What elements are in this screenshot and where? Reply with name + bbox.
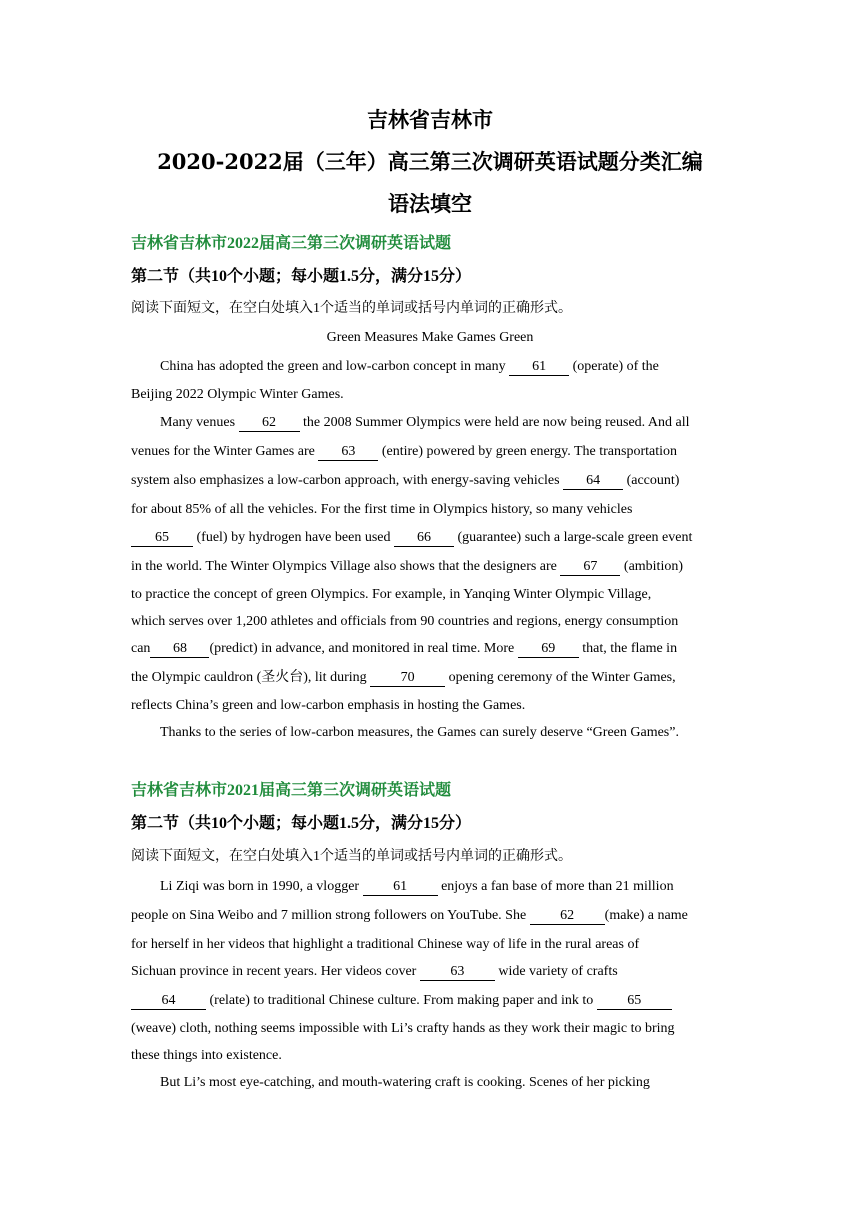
- blank-69[interactable]: 69: [518, 642, 579, 658]
- doc-title-topic: 语法填空: [388, 191, 472, 216]
- text-line: 65 (fuel) by hydrogen have been used 66 (guarantee) such a large-scale green event: [131, 531, 692, 547]
- section-heading-2021: 吉林省吉林市2021届高三第三次调研英语试题: [131, 782, 452, 799]
- text-line: to practice the concept of green Olympics. For example, in Yanqing Winter Olympic Village,: [131, 587, 652, 602]
- text-line: Many venues 62 the 2008 Summer Olympics were held are now being reused. And all: [160, 415, 690, 430]
- text-line: But Li’s most eye-catching, and mouth-watering craft is cooking. Scenes of her picking: [160, 1075, 650, 1090]
- text-line: can 68 (predict) in advance, and monitored in real time. More 69 that, the flame in: [131, 641, 678, 656]
- blank-70[interactable]: 70: [370, 671, 445, 687]
- text-line: people on Sina Weibo and 7 million strong followers on YouTube. She 62 (make) a name: [131, 908, 688, 923]
- blank-68[interactable]: 68: [150, 642, 209, 658]
- part-heading-2022: 第二节（共10个小题；每小题1.5分，满分15分）: [131, 268, 472, 285]
- text-line: for herself in her videos that highlight a traditional Chinese way of life in the rural areas of: [131, 937, 640, 952]
- section-heading-2022: 吉林省吉林市2022届高三第三次调研英语试题: [131, 235, 452, 252]
- text-line: these things into existence.: [131, 1048, 282, 1063]
- doc-title-main: 2020-2022届（三年）高三第三次调研英语试题分类汇编: [157, 149, 703, 174]
- blank-66[interactable]: 66: [394, 531, 454, 547]
- text-line: 64 (relate) to traditional Chinese culture. From making paper and ink to 65: [131, 994, 672, 1010]
- instruction-2021: 阅读下面短文，在空白处填入1个适当的单词或括号内单词的正确形式。: [131, 849, 572, 864]
- passage-title-2022: Green Measures Make Games Green: [326, 330, 534, 345]
- text-line: reflects China’s green and low-carbon emphasis in hosting the Games.: [131, 698, 526, 713]
- text-line: which serves over 1,200 athletes and officials from 90 countries and regions, energy consumption: [131, 614, 679, 629]
- blank-61[interactable]: 61: [509, 360, 569, 376]
- text-line: China has adopted the green and low-carbon concept in many 61 (operate) of the: [160, 359, 659, 374]
- blank-64[interactable]: 64: [131, 994, 206, 1010]
- text-line: the Olympic cauldron (圣火台), lit during 70 opening ceremony of the Winter Games,: [131, 670, 676, 685]
- text-line: for about 85% of all the vehicles. For the first time in Olympics history, so many vehicles: [131, 502, 633, 517]
- text-line: Li Ziqi was born in 1990, a vlogger 61 enjoys a fan base of more than 21 million: [160, 879, 674, 894]
- text-line: Beijing 2022 Olympic Winter Games.: [131, 387, 344, 402]
- blank-62[interactable]: 62: [239, 416, 300, 432]
- blank-65[interactable]: 65: [597, 994, 672, 1010]
- blank-63[interactable]: 63: [318, 445, 378, 461]
- blank-61[interactable]: 61: [363, 880, 438, 896]
- text-line: system also emphasizes a low-carbon approach, with energy-saving vehicles 64 (account): [131, 473, 680, 488]
- text-line: (weave) cloth, nothing seems impossible with Li’s crafty hands as they work their magic to bring: [131, 1021, 675, 1036]
- text-line: Sichuan province in recent years. Her videos cover 63 wide variety of crafts: [131, 964, 618, 979]
- text-line: Thanks to the series of low-carbon measures, the Games can surely deserve “Green Games”.: [160, 725, 679, 740]
- blank-62[interactable]: 62: [530, 909, 605, 925]
- blank-65[interactable]: 65: [131, 531, 193, 547]
- part-heading-2021: 第二节（共10个小题；每小题1.5分，满分15分）: [131, 815, 472, 832]
- blank-67[interactable]: 67: [560, 560, 620, 576]
- blank-64[interactable]: 64: [563, 474, 623, 490]
- text-line: in the world. The Winter Olympics Village also shows that the designers are 67 (ambition): [131, 559, 684, 574]
- doc-title-region: 吉林省吉林市: [367, 107, 493, 132]
- instruction-2022: 阅读下面短文，在空白处填入1个适当的单词或括号内单词的正确形式。: [131, 301, 572, 316]
- blank-63[interactable]: 63: [420, 965, 495, 981]
- text-line: venues for the Winter Games are 63 (entire) powered by green energy. The transportation: [131, 444, 678, 459]
